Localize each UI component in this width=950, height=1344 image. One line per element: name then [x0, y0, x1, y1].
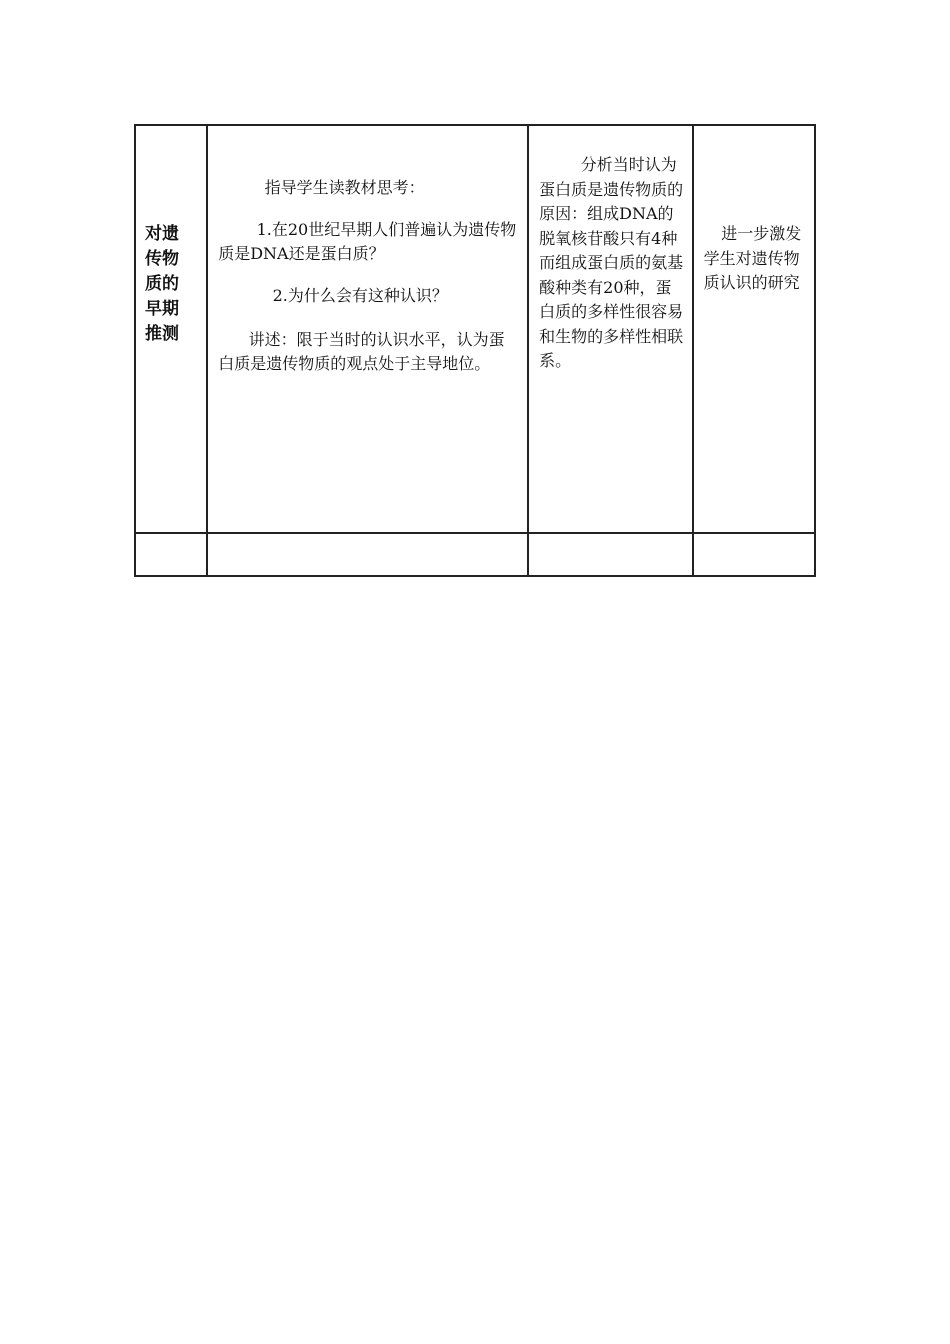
- empty-cell: [693, 533, 815, 576]
- topic-cell: [135, 125, 207, 533]
- teacher-activity-cell: [207, 125, 528, 533]
- teacher-intro: 指导学生读教材思考：: [264, 178, 425, 197]
- student-activity-cell: [528, 125, 692, 533]
- topic-label: 对遗传物质的早期推测: [145, 224, 179, 344]
- teacher-question-2: 2.为什么会有这种认识？: [272, 286, 448, 305]
- empty-cell: [528, 533, 692, 576]
- lesson-plan-table: [134, 124, 816, 577]
- design-purpose: 进一步激发学生对遗传物质认识的研究: [703, 224, 802, 292]
- table-row: [135, 125, 815, 533]
- empty-cell: [207, 533, 528, 576]
- design-purpose-cell: [693, 125, 815, 533]
- teacher-lecture: 讲述：限于当时的认识水平，认为蛋白质是遗传物质的观点处于主导地位。: [218, 330, 505, 373]
- teacher-question-1: 1.在20世纪早期人们普遍认为遗传物质是DNA还是蛋白质？: [218, 220, 517, 263]
- empty-cell: [135, 533, 207, 576]
- student-analysis: 分析当时认为蛋白质是遗传物质的原因：组成DNA的脱氧核苷酸只有4种而组成蛋白质的氨基酸种类有20种，蛋白质的多样性很容易和生物的多样性相联系。: [539, 155, 684, 370]
- table-row-empty: [135, 533, 815, 576]
